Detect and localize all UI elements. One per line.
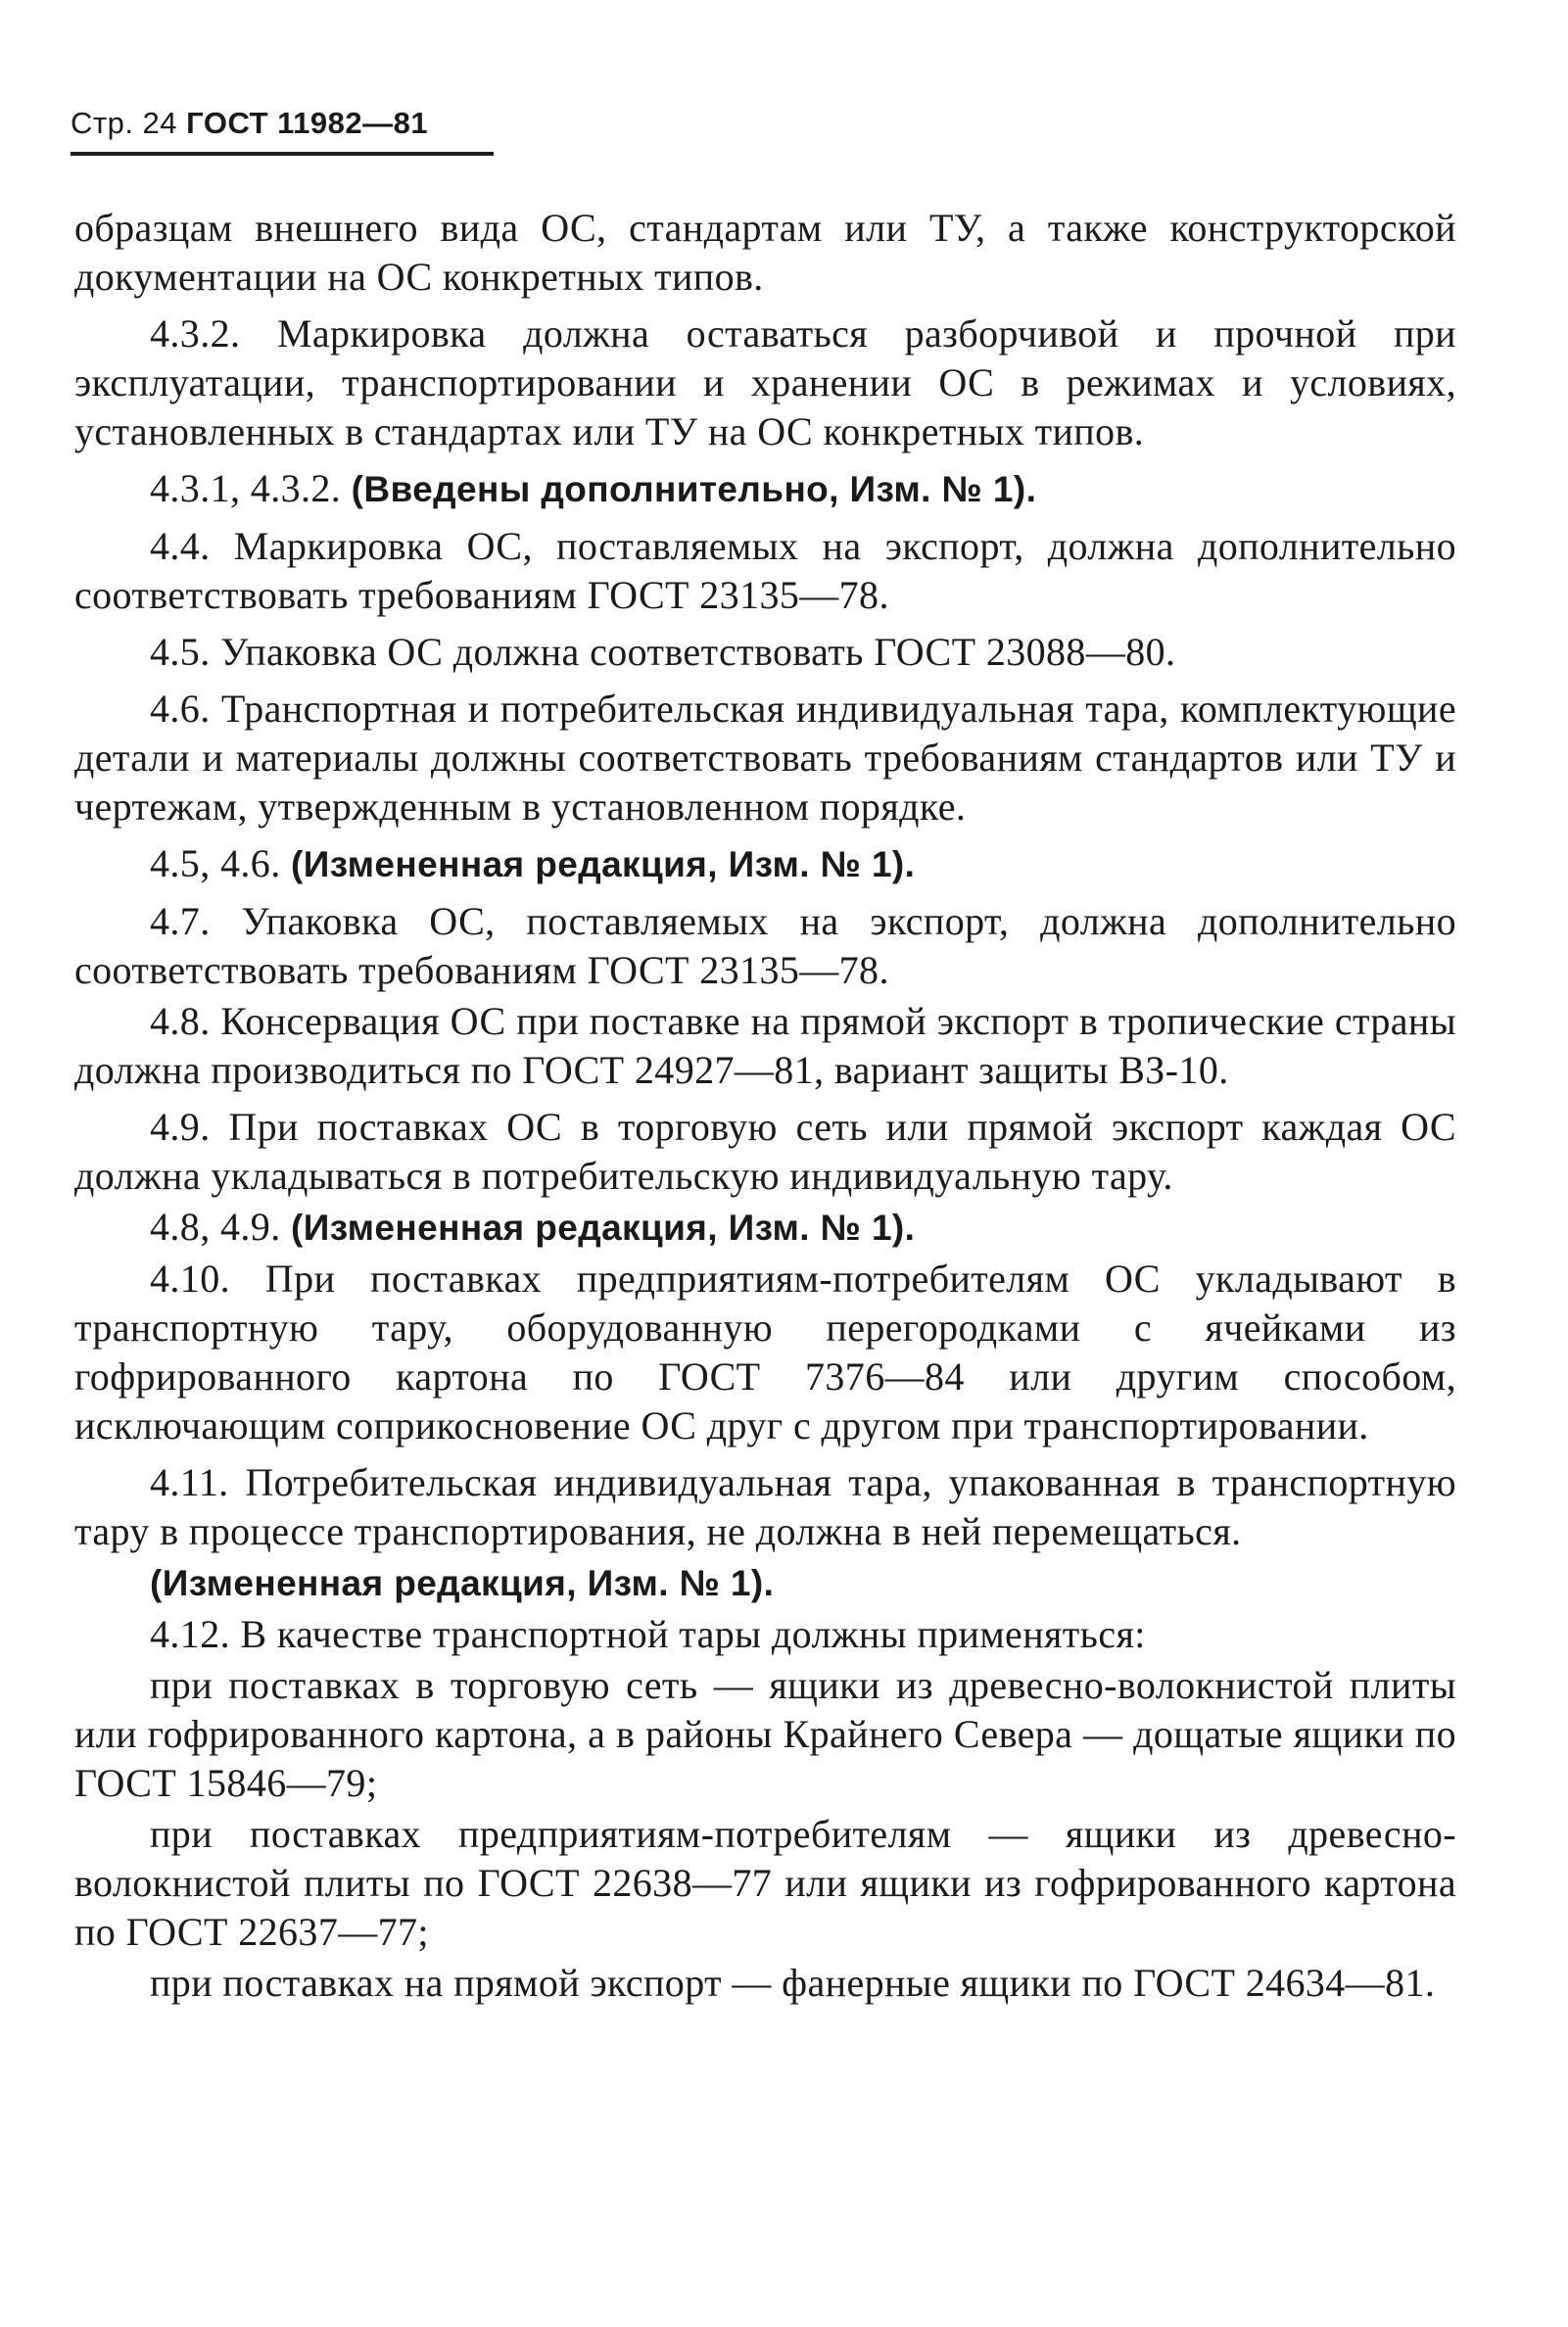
amendment-text: (Измененная редакция, Изм. № 1). (291, 844, 916, 884)
paragraph-4-6: 4.6. Транспортная и потребительская индивидуальная тара, комплектующие детали и материалы должны соответствовать требованиям стандартов или ТУ и чертежам, утвержденным в установленном порядке. (74, 687, 1456, 829)
paragraph-4-4: 4.4. Маркировка ОС, поставляемых на экспорт, должна дополнительно соответствовать требованиям ГОСТ 23135—78. (74, 524, 1456, 617)
paragraph-4-5: 4.5. Упаковка ОС должна соответствовать ГОСТ 23088—80. (150, 630, 1176, 674)
list-item-export: при поставках на прямой экспорт — фанерные ящики по ГОСТ 24634—81. (150, 1961, 1436, 2005)
amendment-note-4-5 (74, 839, 1456, 889)
amendment-text: (Измененная редакция, Изм. № 1). (150, 1563, 775, 1603)
amendment-ref: 4.8, 4.9. (150, 1205, 281, 1249)
paragraph-4-12: 4.12. В качестве транспортной тары должны применяться: (150, 1612, 1146, 1656)
paragraph-4-3-2: 4.3.2. Маркировка должна оставаться разборчивой и прочной при эксплуатации, транспортировании и хранении ОС в режимах и условиях, установленных в стандартах или ТУ на ОС конкретных типов. (74, 311, 1456, 453)
amendment-note-4-8 (74, 1203, 1456, 1253)
paragraph-4-11: 4.11. Потребительская индивидуальная тара, упакованная в транспортную тару в процессе транспортирования, не должна в ней перемещаться. (74, 1460, 1456, 1553)
paragraph-4-9: 4.9. При поставках ОС в торговую сеть или прямой экспорт каждая ОС должна укладываться в потребительскую индивидуальную тару. (74, 1105, 1456, 1198)
amendment-ref: 4.5, 4.6. (150, 841, 281, 885)
amendment-text: (Измененная редакция, Изм. № 1). (291, 1208, 916, 1248)
document-body (74, 204, 1456, 2010)
standard-number: ГОСТ 11982—81 (186, 106, 429, 140)
list-item-enterprise: при поставках предприятиям-потребителям — ящики из древесно-волокнистой плиты по ГОСТ 22638—77 или ящики из гофрированного картона по ГОСТ 22637—77; (74, 1812, 1456, 1954)
amendment-note-4-11 (74, 1558, 1456, 1608)
header-rule (71, 152, 494, 156)
paragraph-continuation: образцам внешнего вида ОС, стандартам или ТУ, а также конструкторской документации на ОС конкретных типов. (74, 206, 1456, 299)
page-header (71, 106, 428, 141)
paragraph-4-10: 4.10. При поставках предприятиям-потребителям ОС укладывают в транспортную тару, оборудованную перегородками с ячейками из гофрированного картона по ГОСТ 7376—84 или другим способом, исключающим соприкосновение ОС друг с другом при транспортировании. (74, 1257, 1456, 1448)
amendment-text: (Введены дополнительно, Изм. № 1). (351, 469, 1037, 509)
paragraph-4-7: 4.7. Упаковка ОС, поставляемых на экспорт, должна дополнительно соответствовать требованиям ГОСТ 23135—78. (74, 899, 1456, 992)
amendment-note-4-3 (74, 464, 1456, 514)
paragraph-4-8: 4.8. Консервация ОС при поставке на прямой экспорт в тропические страны должна производиться по ГОСТ 24927—81, вариант защиты ВЗ-10. (74, 999, 1456, 1092)
page-number-label: Стр. 24 (71, 106, 178, 140)
amendment-ref: 4.3.1, 4.3.2. (150, 466, 342, 510)
list-item-retail: при поставках в торговую сеть — ящики из древесно-волокнистой плиты или гофрированного картона, а в районы Крайнего Севера — дощатые ящики по ГОСТ 15846—79; (74, 1663, 1456, 1805)
